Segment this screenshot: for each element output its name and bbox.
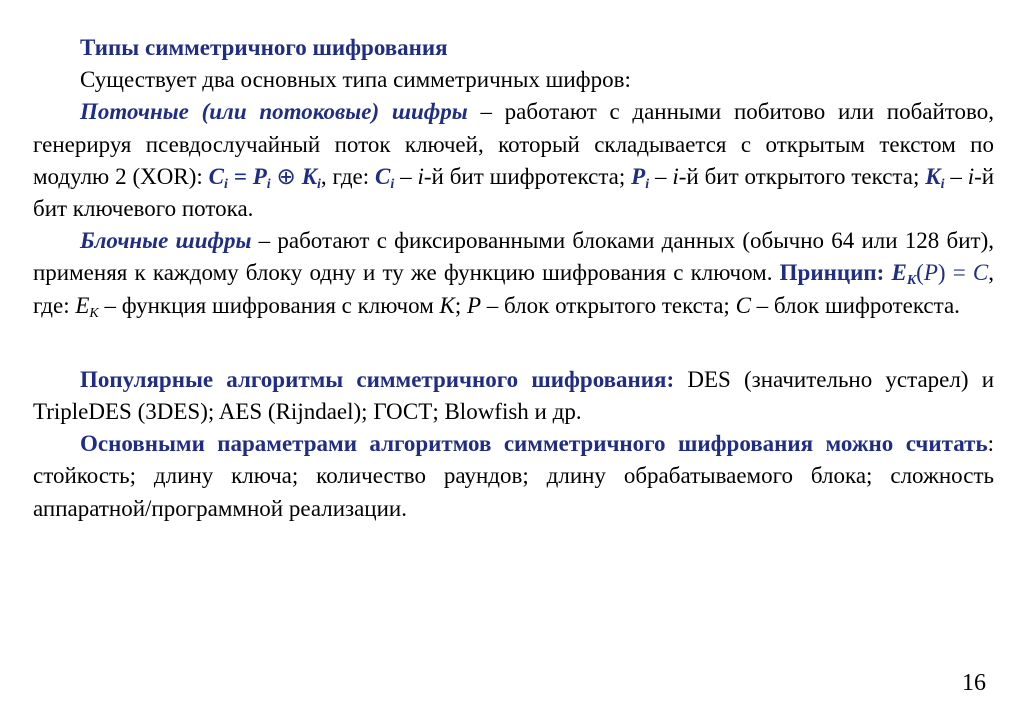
page-number: 16 (962, 670, 986, 696)
popular-algorithms-paragraph: Популярные алгоритмы симметричного шифрования: DES (значительно устарел) и TripleDES (3DES); AES (Rijndael); ГОСТ; Blowfish и др. (33, 366, 995, 425)
stream-cipher-term: Поточные (или потоковые) шифры (80, 99, 468, 125)
slide-content (33, 32, 994, 525)
block-cipher-paragraph: Блочные шифры – работают с фиксированными блоками данных (обычно 64 или 128 бит), применяя к каждому блоку одну и ту же функцию шифрования с ключом. Принцип: $E_K(P) = C$, где: $E_K$ – функция шифрования с ключом K; P – блок открытого текста; C – блок шифротекста. (33, 228, 995, 321)
stream-cipher-paragraph: Поточные (или потоковые) шифры – работают с данными побитово или побайтово, генерируя псевдослучайный поток ключей, который складывается с открытым текстом по модулю 2 (XOR): $C_i = P_i$ ⊕ $K_i$, где: $C_i - i-й$ бит шифротекста; $P_i - i-й$ бит открытого текста; $K_i - i-й$ бит ключевого потока. (33, 99, 995, 222)
popular-algorithms-heading: Популярные алгоритмы симметричного шифрования: (80, 366, 675, 392)
parameters-paragraph: Основными параметрами алгоритмов симметричного шифрования можно считать: стойкость; длину ключа; количество раундов; длину обрабатываемого блока; сложность аппаратной/программной реализации. (33, 431, 994, 521)
block-cipher-term: Блочные шифры (80, 228, 252, 254)
principle-label: Принцип: (779, 260, 885, 286)
intro-text: Существует два основных типа симметричных шифров: (80, 67, 631, 93)
parameters-heading: Основными параметрами алгоритмов симметричного шифрования можно считать (80, 431, 988, 457)
formula-c: $C_i$ (208, 163, 228, 192)
slide-title: Типы симметричного шифрования (80, 35, 448, 60)
xor-symbol: ⊕ (276, 163, 296, 190)
